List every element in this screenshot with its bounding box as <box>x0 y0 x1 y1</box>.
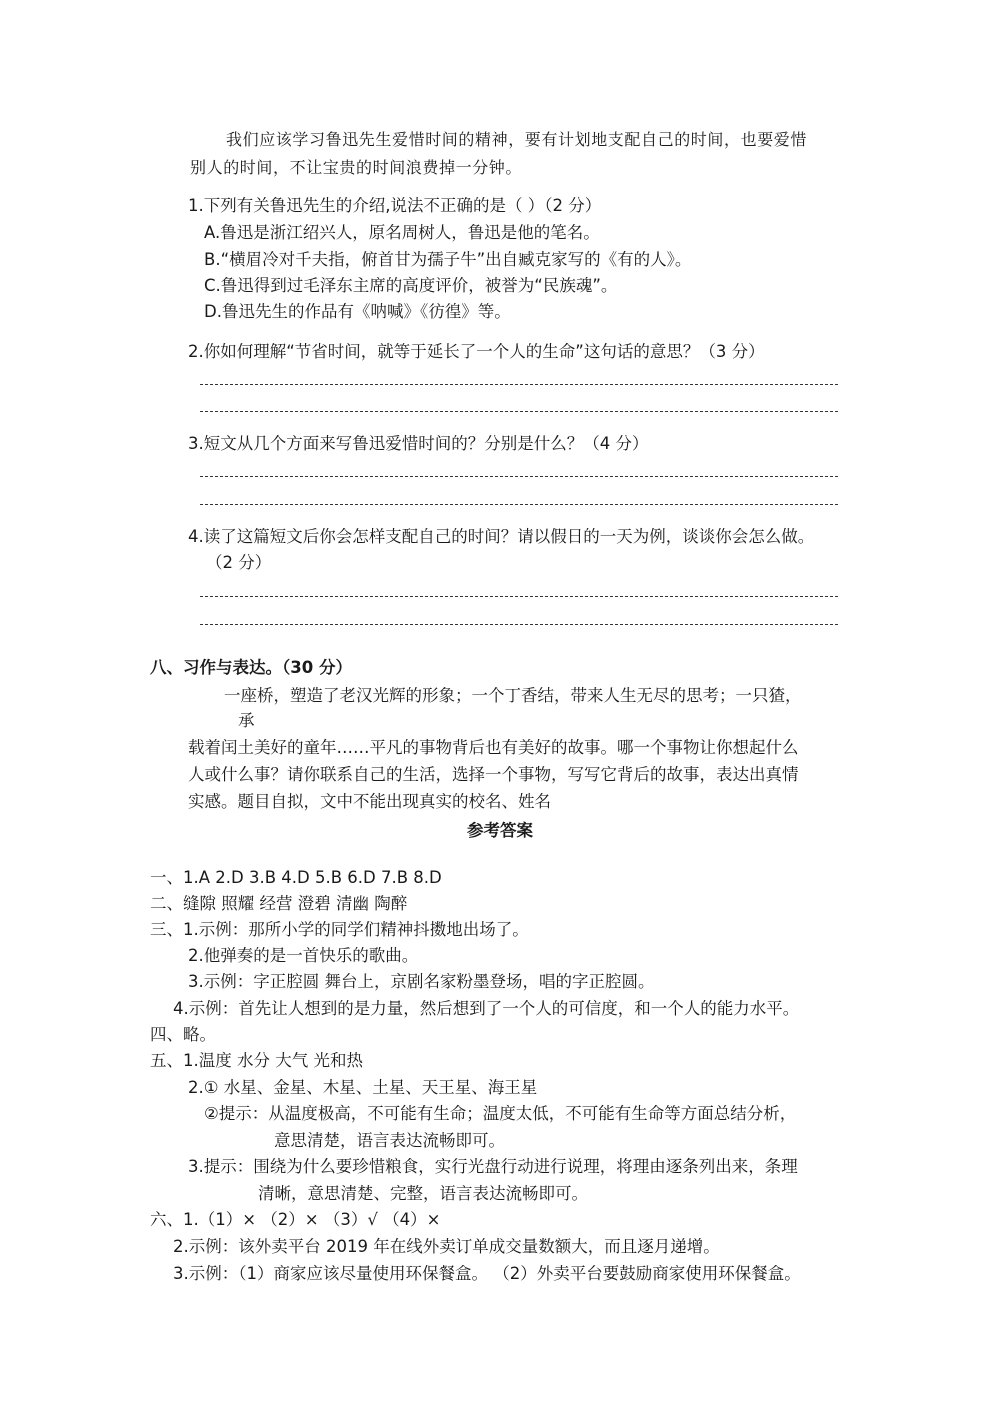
answer-line <box>200 504 838 505</box>
answers-title: 参考答案 <box>467 821 533 840</box>
answer-line-text: 一、1.A 2.D 3.B 4.D 5.B 6.D 7.B 8.D <box>150 868 442 887</box>
answer-line-text: 3.示例：字正腔圆 舞台上，京剧名家粉墨登场，唱的字正腔圆。 <box>188 972 655 991</box>
answer-line-text: 清晰，意思清楚、完整，语言表达流畅即可。 <box>258 1184 588 1203</box>
prompt-line: 载着闰土美好的童年……平凡的事物背后也有美好的故事。哪一个事物让你想起什么 <box>188 738 799 757</box>
answer-line <box>200 411 838 412</box>
question-2-stem: 2.你如何理解“节省时间，就等于延长了一个人的生命”这句话的意思？（3 分） <box>188 342 765 361</box>
question-3-stem: 3.短文从几个方面来写鲁迅爱惜时间的？分别是什么？（4 分） <box>188 434 649 453</box>
answer-line-text: 三、1.示例：那所小学的同学们精神抖擞地出场了。 <box>150 920 529 939</box>
prompt-line: 实感。题目自拟，文中不能出现真实的校名、姓名 <box>188 792 551 811</box>
answer-line-text: ②提示：从温度极高，不可能有生命；温度太低，不可能有生命等方面总结分析， <box>204 1104 797 1123</box>
answer-line-text: 四、略。 <box>150 1025 216 1044</box>
answer-line-text: 二、缝隙 照耀 经营 澄碧 清幽 陶醉 <box>150 894 408 913</box>
question-4-score: （2 分） <box>206 553 272 572</box>
section-8-heading: 八、习作与表达。（30 分） <box>150 658 352 677</box>
option-a: A.鲁迅是浙江绍兴人，原名周树人，鲁迅是他的笔名。 <box>204 223 600 242</box>
passage-line: 别人的时间，不让宝贵的时间浪费掉一分钟。 <box>190 158 523 177</box>
question-1-stem: 1.下列有关鲁迅先生的介绍,说法不正确的是（ ）（2 分） <box>188 196 602 215</box>
answer-line <box>200 624 838 625</box>
option-c: C.鲁迅得到过毛泽东主席的高度评价，被誉为“民族魂”。 <box>204 276 618 295</box>
prompt-line: 人或什么事？请你联系自己的生活，选择一个事物，写写它背后的故事，表达出真情 <box>188 765 799 784</box>
option-d: D.鲁迅先生的作品有《呐喊》《彷徨》等。 <box>204 302 511 321</box>
answer-line-text: 2.他弹奏的是一首快乐的歌曲。 <box>188 946 419 965</box>
answer-line-text: 3.示例：（1）商家应该尽量使用环保餐盒。 （2）外卖平台要鼓励商家使用环保餐盒。 <box>173 1264 801 1283</box>
answer-line-text: 五、1.温度 水分 大气 光和热 <box>150 1051 363 1070</box>
answer-line <box>200 596 838 597</box>
option-b: B.“横眉冷对千夫指，俯首甘为孺子牛”出自臧克家写的《有的人》。 <box>204 250 692 269</box>
answer-line-text: 2.① 水星、金星、木星、土星、天王星、海王星 <box>188 1078 538 1097</box>
answer-line-text: 六、1.（1）× （2）× （3）√ （4）× <box>150 1210 441 1229</box>
answer-line-text: 3.提示：围绕为什么要珍惜粮食，实行光盘行动进行说理，将理由逐条列出来，条理 <box>188 1157 798 1176</box>
answer-line <box>200 476 838 477</box>
prompt-line: 一座桥，塑造了老汉光辉的形象；一个丁香结，带来人生无尽的思考；一只猹， <box>224 686 802 705</box>
answer-line-text: 4.示例：首先让人想到的是力量，然后想到了一个人的可信度，和一个人的能力水平。 <box>173 999 800 1018</box>
answer-line-text: 2.示例：该外卖平台 2019 年在线外卖订单成交量数额大，而且逐月递增。 <box>173 1237 720 1256</box>
answer-line <box>200 384 838 385</box>
passage-line: 我们应该学习鲁迅先生爱惜时间的精神，要有计划地支配自己的时间，也要爱惜 <box>226 130 808 149</box>
prompt-line: 承 <box>238 711 255 730</box>
question-4-stem: 4.读了这篇短文后你会怎样支配自己的时间？请以假日的一天为例，谈谈你会怎么做。 <box>188 527 815 546</box>
answer-line-text: 意思清楚，语言表达流畅即可。 <box>274 1131 505 1150</box>
